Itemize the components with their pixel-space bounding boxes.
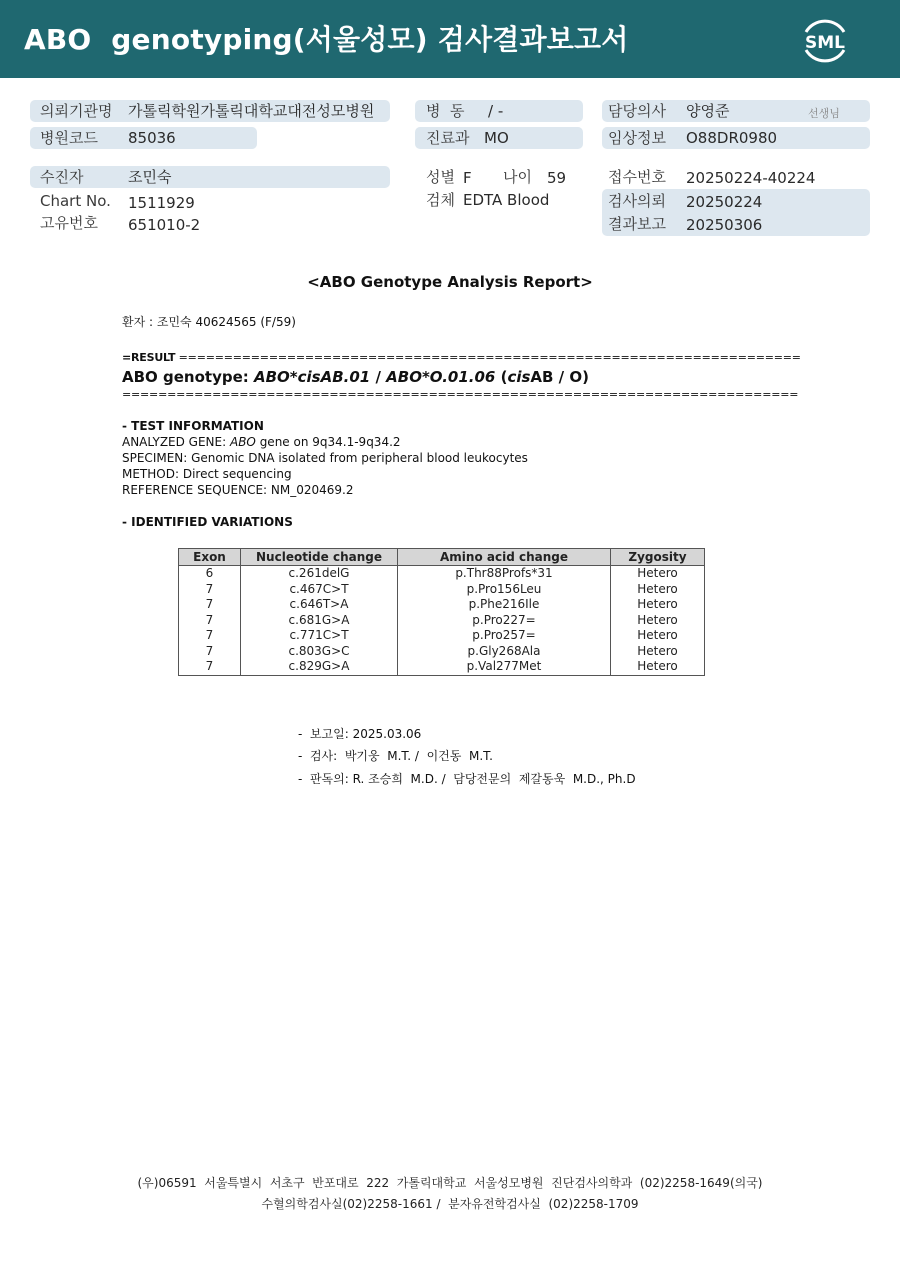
nucleotide-cell: c.467C>T — [241, 582, 398, 598]
col-nucleotide-header: Nucleotide change — [241, 549, 398, 566]
nucleotide-cell: c.646T>A — [241, 597, 398, 613]
unique-no-label: 고유번호 — [40, 214, 98, 232]
zygosity-cell: Hetero — [611, 597, 705, 613]
genotype-paren-open: ( — [495, 368, 508, 386]
table-row — [179, 628, 705, 644]
amino-acid-cell: p.Gly268Ala — [398, 644, 611, 660]
table-row — [179, 566, 705, 582]
nucleotide-cell: c.829G>A — [241, 659, 398, 675]
specimen-label: 검체 — [426, 191, 455, 209]
age-label: 나이 — [503, 168, 532, 186]
request-date-label: 검사의뢰 — [608, 192, 666, 210]
doctor-value: 양영준 — [686, 102, 730, 120]
bottom-separator: =========================================================================== — [122, 388, 799, 401]
patient-box — [30, 166, 390, 188]
result-date-label: 결과보고 — [608, 215, 666, 233]
sex-value: F — [463, 169, 472, 187]
genotype-paren-rest: AB / O) — [530, 368, 589, 386]
clinical-value: O88DR0980 — [686, 129, 778, 147]
clinical-label: 임상정보 — [608, 129, 666, 147]
amino-acid-cell: p.Val277Met — [398, 659, 611, 675]
patient-label: 수진자 — [40, 168, 84, 186]
table-row — [179, 613, 705, 629]
exon-cell: 7 — [179, 659, 241, 675]
specimen-line: SPECIMEN: Genomic DNA isolated from peripheral blood leukocytes — [122, 451, 528, 465]
report-title-banner: ABO genotyping(서울성모) 검사결과보고서 — [24, 23, 629, 56]
result-date-value: 20250306 — [686, 216, 763, 234]
nucleotide-cell: c.681G>A — [241, 613, 398, 629]
genotype-slash: / — [370, 368, 387, 386]
zygosity-cell: Hetero — [611, 628, 705, 644]
amino-acid-cell: p.Phe216Ile — [398, 597, 611, 613]
genotype-line — [122, 368, 589, 386]
exon-cell: 7 — [179, 613, 241, 629]
department-label: 진료과 — [426, 129, 470, 147]
table-row — [179, 644, 705, 660]
result-separator — [122, 351, 801, 364]
amino-acid-cell: p.Pro156Leu — [398, 582, 611, 598]
reference-line: REFERENCE SEQUENCE: NM_020469.2 — [122, 483, 354, 497]
exon-cell: 7 — [179, 644, 241, 660]
genotype-cis: cis — [507, 368, 531, 386]
receipt-label: 접수번호 — [608, 168, 666, 186]
col-zygosity-header: Zygosity — [611, 549, 705, 566]
col-amino-acid-header: Amino acid change — [398, 549, 611, 566]
specimen-value: EDTA Blood — [463, 191, 550, 209]
institution-label: 의뢰기관명 — [40, 102, 113, 120]
patient-value: 조민숙 — [128, 168, 172, 186]
sex-label: 성별 — [426, 168, 455, 186]
exon-cell: 7 — [179, 628, 241, 644]
analyzed-gene-prefix: ANALYZED GENE: — [122, 435, 230, 449]
amino-acid-cell: p.Pro227= — [398, 613, 611, 629]
genotype-allele-2: ABO*O.01.06 — [386, 368, 496, 386]
zygosity-cell: Hetero — [611, 659, 705, 675]
table-row — [179, 597, 705, 613]
department-value: MO — [484, 129, 509, 147]
nucleotide-cell: c.803G>C — [241, 644, 398, 660]
variations-heading: - IDENTIFIED VARIATIONS — [122, 515, 293, 529]
variations-header-row — [179, 549, 705, 566]
age-value: 59 — [547, 169, 567, 187]
doctor-suffix: 선생님 — [808, 107, 840, 120]
chart-no-label: Chart No. — [40, 192, 111, 210]
amino-acid-cell: p.Pro257= — [398, 628, 611, 644]
col-exon-header: Exon — [179, 549, 241, 566]
variations-table — [178, 548, 705, 676]
footer-address: (우)06591 서울특별시 서초구 반포대로 222 가톨릭대학교 서울성모병원 진단검사의학과 (02)2258-1649(의국) — [137, 1176, 763, 1190]
table-row — [179, 582, 705, 598]
report-header — [0, 0, 900, 78]
hospital-code-label: 병원코드 — [40, 129, 98, 147]
exon-cell: 6 — [179, 566, 241, 582]
ward-label: 병 동 — [426, 102, 465, 120]
hospital-code-value: 85036 — [128, 129, 176, 147]
ward-value: / - — [488, 102, 504, 120]
genotype-label: ABO genotype: — [122, 368, 254, 386]
result-rule: ===================================================================== — [178, 351, 801, 364]
zygosity-cell: Hetero — [611, 644, 705, 660]
footer-phones: 수혈의학검사실(02)2258-1661 / 분자유전학검사실 (02)2258-1709 — [261, 1197, 639, 1211]
zygosity-cell: Hetero — [611, 566, 705, 582]
zygosity-cell: Hetero — [611, 582, 705, 598]
chart-no-value: 1511929 — [128, 194, 195, 212]
receipt-value: 20250224-40224 — [686, 169, 816, 187]
result-prefix: =RESULT — [122, 351, 176, 364]
exon-cell: 7 — [179, 582, 241, 598]
sml-logo — [796, 12, 854, 68]
doctor-label: 담당의사 — [608, 102, 666, 120]
test-info-heading: - TEST INFORMATION — [122, 419, 264, 433]
analyzed-gene-line — [122, 435, 401, 449]
unique-no-value: 651010-2 — [128, 216, 201, 234]
reader-line: - 판독의: R. 조승희 M.D. / 담당전문의 제갈동욱 M.D., Ph.D — [298, 772, 636, 786]
genotype-allele-1: ABO*cisAB.01 — [254, 368, 371, 386]
nucleotide-cell: c.771C>T — [241, 628, 398, 644]
nucleotide-cell: c.261delG — [241, 566, 398, 582]
examiner-line: - 검사: 박기웅 M.T. / 이건동 M.T. — [298, 749, 493, 763]
analysis-report-title: <ABO Genotype Analysis Report> — [307, 273, 593, 291]
zygosity-cell: Hetero — [611, 613, 705, 629]
request-date-value: 20250224 — [686, 193, 763, 211]
exon-cell: 7 — [179, 597, 241, 613]
patient-summary-line: 환자 : 조민숙 40624565 (F/59) — [122, 315, 296, 329]
analyzed-gene-name: ABO — [229, 435, 256, 449]
method-line: METHOD: Direct sequencing — [122, 467, 292, 481]
table-row — [179, 659, 705, 675]
amino-acid-cell: p.Thr88Profs*31 — [398, 566, 611, 582]
report-date-line: - 보고일: 2025.03.06 — [298, 727, 422, 741]
institution-value: 가톨릭학원가톨릭대학교대전성모병원 — [128, 102, 375, 120]
logo-text: SML — [805, 33, 845, 53]
analyzed-gene-suffix: gene on 9q34.1-9q34.2 — [255, 435, 401, 449]
